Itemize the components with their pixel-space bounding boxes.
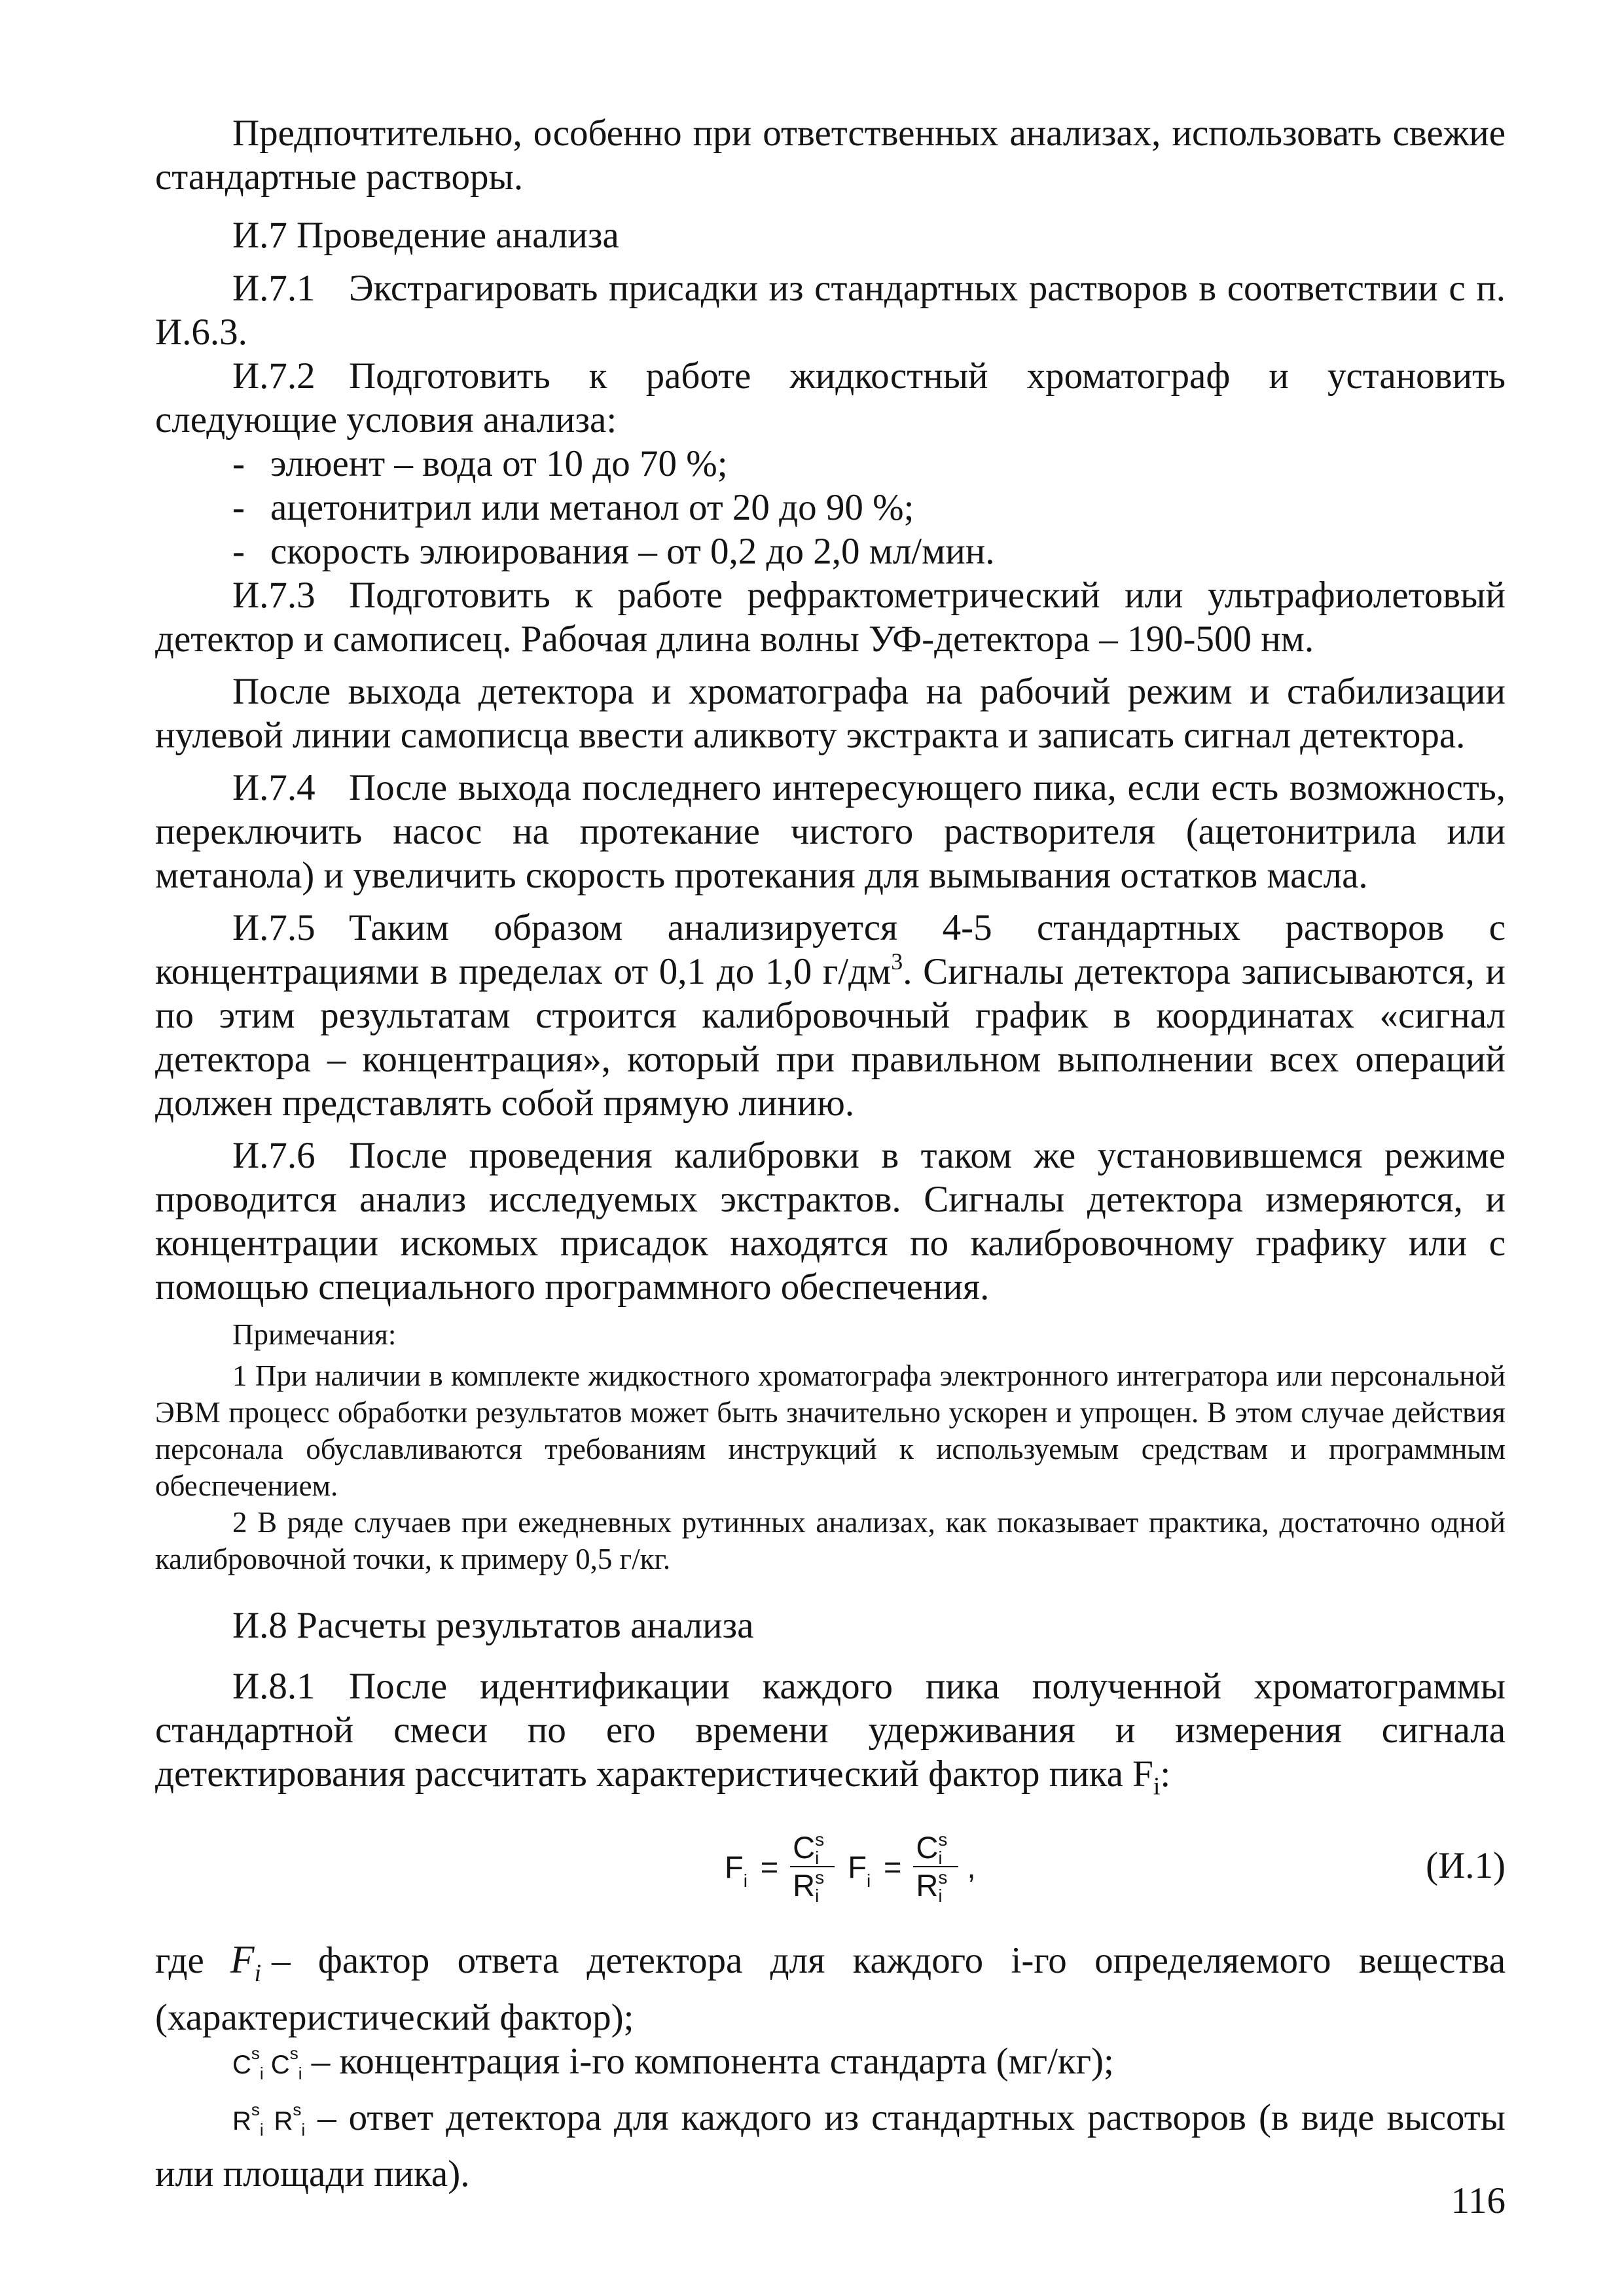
sub-i: i	[938, 1886, 943, 1907]
equals-sign: =	[883, 1849, 902, 1884]
paragraph-after-detector: После выхода детектора и хроматографа на рабочий режим и стабилизации нулевой линии самописца ввести аликвоту экстракта и записать сигнал детектора.	[155, 671, 1506, 756]
symbol-r: R	[232, 2107, 251, 2136]
section-heading-i7: И.7 Проведение анализа	[232, 215, 619, 256]
symbol-r: R	[916, 1868, 939, 1903]
legend-c	[155, 2039, 1506, 2096]
legend-r	[155, 2096, 1506, 2196]
list-item: - ацетонитрил или метанол от 20 до 90 %;	[232, 487, 914, 528]
symbol-r: R	[274, 2107, 293, 2136]
clause-text: Подготовить к работе рефрактометрический или ультрафиолетовый детектор и самописец. Рабочая длина волны УФ-детектора – 190-500 нм.	[155, 575, 1506, 660]
sub-i: i	[815, 1886, 820, 1907]
sub-i: i	[259, 2120, 264, 2140]
sup-s: s	[251, 2043, 260, 2064]
paragraph-i75	[155, 906, 1506, 1125]
paragraph-i74	[155, 766, 1506, 897]
legend-r-symbol	[232, 2100, 306, 2140]
sub-i: i	[298, 2064, 302, 2084]
formula-comma: ,	[967, 1849, 976, 1884]
clause-number: И.8.1	[232, 1666, 316, 1707]
symbol-c: C	[793, 1830, 816, 1865]
paragraph-i72	[155, 354, 1506, 442]
legend-fi-symbol	[230, 1938, 262, 1988]
clause-text: После выхода последнего интересующего пика, если есть возможность, переключить насос на протекание чистого растворителя (ацетонитрила или метанола) и увеличить скорость протекания для вымывания остатков масла.	[155, 767, 1506, 896]
clause-text: Экстрагировать присадки из стандартных растворов в соответствии с п. И.6.3.	[155, 268, 1506, 353]
list-item: - элюент – вода от 10 до 70 %;	[232, 443, 728, 484]
list-item-text: скорость элюирования – от 0,2 до 2,0 мл/мин.	[270, 531, 995, 572]
clause-text-cont: . Сигналы детектора записываются, и по этим результатам строится калибровочный график в координатах «сигнал детектора – концентрация», который при правильном выполнении всех операций должен представлять собой прямую линию.	[155, 951, 1506, 1124]
clause-text: Подготовить к работе жидкостный хроматограф и установить следующие условия анализа:	[155, 355, 1506, 440]
list-item-text: элюент – вода от 10 до 70 %;	[270, 443, 728, 484]
formula-f	[848, 1849, 871, 1891]
fraction	[790, 1829, 835, 1907]
formula-f	[725, 1849, 748, 1891]
sup-s: s	[293, 2100, 302, 2120]
document-page	[155, 111, 1506, 2196]
superscript: 3	[891, 948, 903, 975]
list-item: - скорость элюирования – от 0,2 до 2,0 мл/мин.	[232, 531, 995, 572]
list-item-text: ацетонитрил или метанол от 20 до 90 %;	[270, 487, 914, 528]
symbol-c: C	[270, 2051, 290, 2080]
note-2: 2 В ряде случаев при ежедневных рутинных анализах, как показывает практика, достаточно одной калибровочной точки, к примеру 0,5 г/кг.	[155, 1506, 1506, 1575]
legend-fi-text: – фактор ответа детектора для каждого i-го определяемого вещества (характеристический фактор);	[155, 1940, 1506, 2039]
sup-s: s	[251, 2100, 260, 2120]
equation-number: (И.1)	[1426, 1845, 1506, 1887]
legend-r-text: – ответ детектора для каждого из стандартных растворов (в виде высоты или площади пика).	[155, 2097, 1506, 2195]
symbol-f: F	[725, 1849, 744, 1884]
legend-c-symbol	[232, 2043, 302, 2084]
symbol-c: C	[232, 2051, 251, 2080]
paragraph-i81	[155, 1664, 1506, 1808]
clause-number: И.7.4	[232, 767, 316, 808]
sup-s: s	[938, 1867, 948, 1888]
clause-number: И.7.5	[232, 907, 316, 948]
legend-fi	[155, 1938, 1506, 2039]
symbol-f: F	[230, 1938, 255, 1982]
formula-block	[155, 1818, 1506, 1916]
paragraph-intro: Предпочтительно, особенно при ответственных анализах, использовать свежие стандартные растворы.	[155, 113, 1506, 198]
sub-i: i	[743, 1870, 748, 1891]
section-heading-i8: И.8 Расчеты результатов анализа	[232, 1605, 754, 1646]
legend-word: где	[155, 1940, 204, 1982]
subscript: i	[1153, 1772, 1161, 1801]
legend-c-text: – концентрация i-го компонента стандарта (мг/кг);	[311, 2041, 1114, 2083]
symbol-r: R	[793, 1868, 816, 1903]
clause-number: И.7.3	[232, 575, 316, 616]
sub-i: i	[259, 2064, 264, 2084]
clause-number: И.7.2	[232, 355, 316, 397]
note-1: 1 При наличии в комплекте жидкостного хроматографа электронного интегратора или персональной ЭВМ процесс обработки результатов может быть значительно ускорен и упрощен. В этом случае действия персонала обуславливаются требованиям инструкций к используемым средствам и программным обеспечением.	[155, 1359, 1506, 1502]
notes-title: Примечания:	[232, 1318, 397, 1351]
sup-s: s	[289, 2043, 298, 2064]
clause-number: И.7.6	[232, 1135, 316, 1176]
colon: :	[1160, 1753, 1171, 1795]
clause-number: И.7.1	[232, 268, 316, 309]
page-number: 116	[1451, 2180, 1506, 2221]
sup-s: s	[815, 1867, 825, 1888]
paragraph-i76	[155, 1134, 1506, 1309]
clause-text: После идентификации каждого пика полученной хроматограммы стандартной смеси по его времени удерживания и измерения сигнала детектирования рассчитать характеристический фактор пика F	[155, 1666, 1506, 1795]
sub-i: i	[815, 1848, 820, 1869]
sub-i: i	[254, 1960, 262, 1988]
sub-i: i	[301, 2120, 306, 2140]
equals-sign: =	[760, 1849, 779, 1884]
paragraph-i73	[155, 573, 1506, 661]
symbol-c: C	[916, 1830, 939, 1865]
sup-s: s	[938, 1829, 948, 1850]
clause-text: После проведения калибровки в таком же установившемся режиме проводится анализ исследуемых экстрактов. Сигналы детектора измеряются, и концентрации искомых присадок находятся по калибровочному графику или с помощью специального программного обеспечения.	[155, 1135, 1506, 1308]
sub-i: i	[866, 1870, 871, 1891]
formula-i1	[725, 1818, 976, 1916]
sup-s: s	[815, 1829, 825, 1850]
fraction	[913, 1829, 958, 1907]
paragraph-i71	[155, 266, 1506, 354]
clause-text: Таким образом анализируется 4-5 стандартных растворов с концентрациями в пределах от 0,1 до 1,0 г/дм	[155, 907, 1506, 992]
symbol-f: F	[848, 1849, 867, 1884]
sub-i: i	[938, 1848, 943, 1869]
